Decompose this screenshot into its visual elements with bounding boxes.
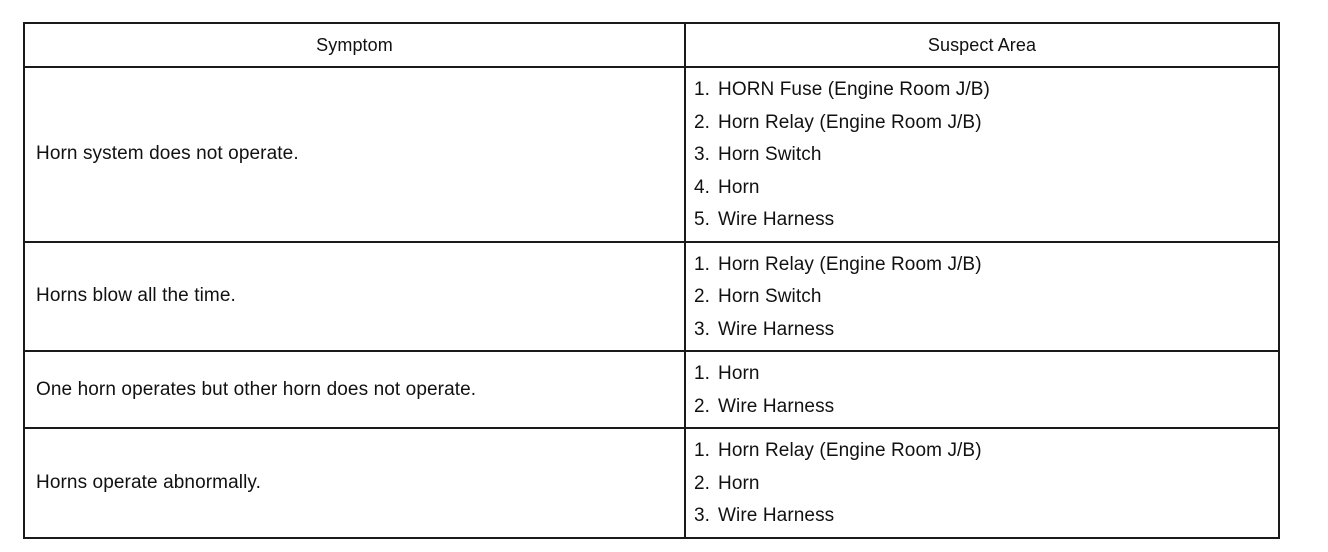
suspect-item-text: Horn (718, 472, 760, 494)
suspect-item-number: 1. (694, 79, 711, 100)
suspect-item (694, 107, 1278, 140)
suspect-area-cell (686, 243, 1278, 351)
suspect-item-number: 4. (694, 176, 711, 198)
symptom-cell: Horns operate abnormally. (25, 429, 686, 537)
troubleshooting-table (23, 22, 1280, 539)
suspect-item-text: Horn Switch (718, 286, 822, 307)
suspect-item-text: Wire Harness (718, 318, 835, 340)
suspect-item-text: Horn (718, 176, 760, 198)
suspect-item-number: 3. (694, 505, 711, 526)
suspect-item-number: 2. (694, 111, 711, 133)
suspect-area-cell (686, 68, 1278, 241)
suspect-item-number: 2. (694, 395, 711, 417)
suspect-item-text: Wire Harness (718, 505, 835, 526)
table-row (25, 350, 1278, 427)
suspect-item-number: 1. (694, 363, 711, 384)
table-header-row (25, 24, 1278, 66)
symptom-cell: Horn system does not operate. (25, 68, 686, 241)
suspect-item-text: Wire Harness (718, 209, 835, 230)
suspect-item (694, 139, 1278, 172)
suspect-item (694, 281, 1278, 314)
table-row (25, 427, 1278, 537)
suspect-item (694, 468, 1278, 501)
suspect-item (694, 74, 1278, 107)
suspect-area-cell (686, 352, 1278, 427)
suspect-item-text: Horn Relay (Engine Room J/B) (718, 253, 982, 275)
suspect-item-text: Horn Switch (718, 144, 822, 165)
suspect-item-number: 1. (694, 440, 711, 461)
header-symptom: Symptom (25, 24, 686, 66)
symptom-cell: One horn operates but other horn does not operate. (25, 352, 686, 427)
suspect-item-number: 3. (694, 318, 711, 340)
suspect-item (694, 391, 1278, 424)
symptom-cell: Horns blow all the time. (25, 243, 686, 351)
suspect-item (694, 358, 1278, 391)
suspect-item-number: 5. (694, 209, 711, 230)
suspect-item-text: Horn Relay (Engine Room J/B) (718, 440, 982, 461)
suspect-item (694, 204, 1278, 237)
suspect-item-number: 1. (694, 253, 711, 275)
suspect-item (694, 500, 1278, 533)
suspect-item-number: 2. (694, 286, 711, 307)
header-suspect-area: Suspect Area (927, 34, 1037, 55)
suspect-item-text: Horn Relay (Engine Room J/B) (718, 111, 982, 133)
suspect-item-text: HORN Fuse (Engine Room J/B) (718, 79, 990, 100)
suspect-item-number: 2. (694, 472, 711, 494)
suspect-item (694, 249, 1278, 282)
suspect-item-text: Horn (718, 363, 760, 384)
suspect-item-text: Wire Harness (718, 395, 835, 417)
suspect-item (694, 314, 1278, 347)
suspect-item (694, 172, 1278, 205)
suspect-item (694, 435, 1278, 468)
table-body (25, 66, 1278, 537)
suspect-area-cell (686, 429, 1278, 537)
suspect-item-number: 3. (694, 144, 711, 165)
table-row (25, 241, 1278, 351)
table-row (25, 66, 1278, 241)
